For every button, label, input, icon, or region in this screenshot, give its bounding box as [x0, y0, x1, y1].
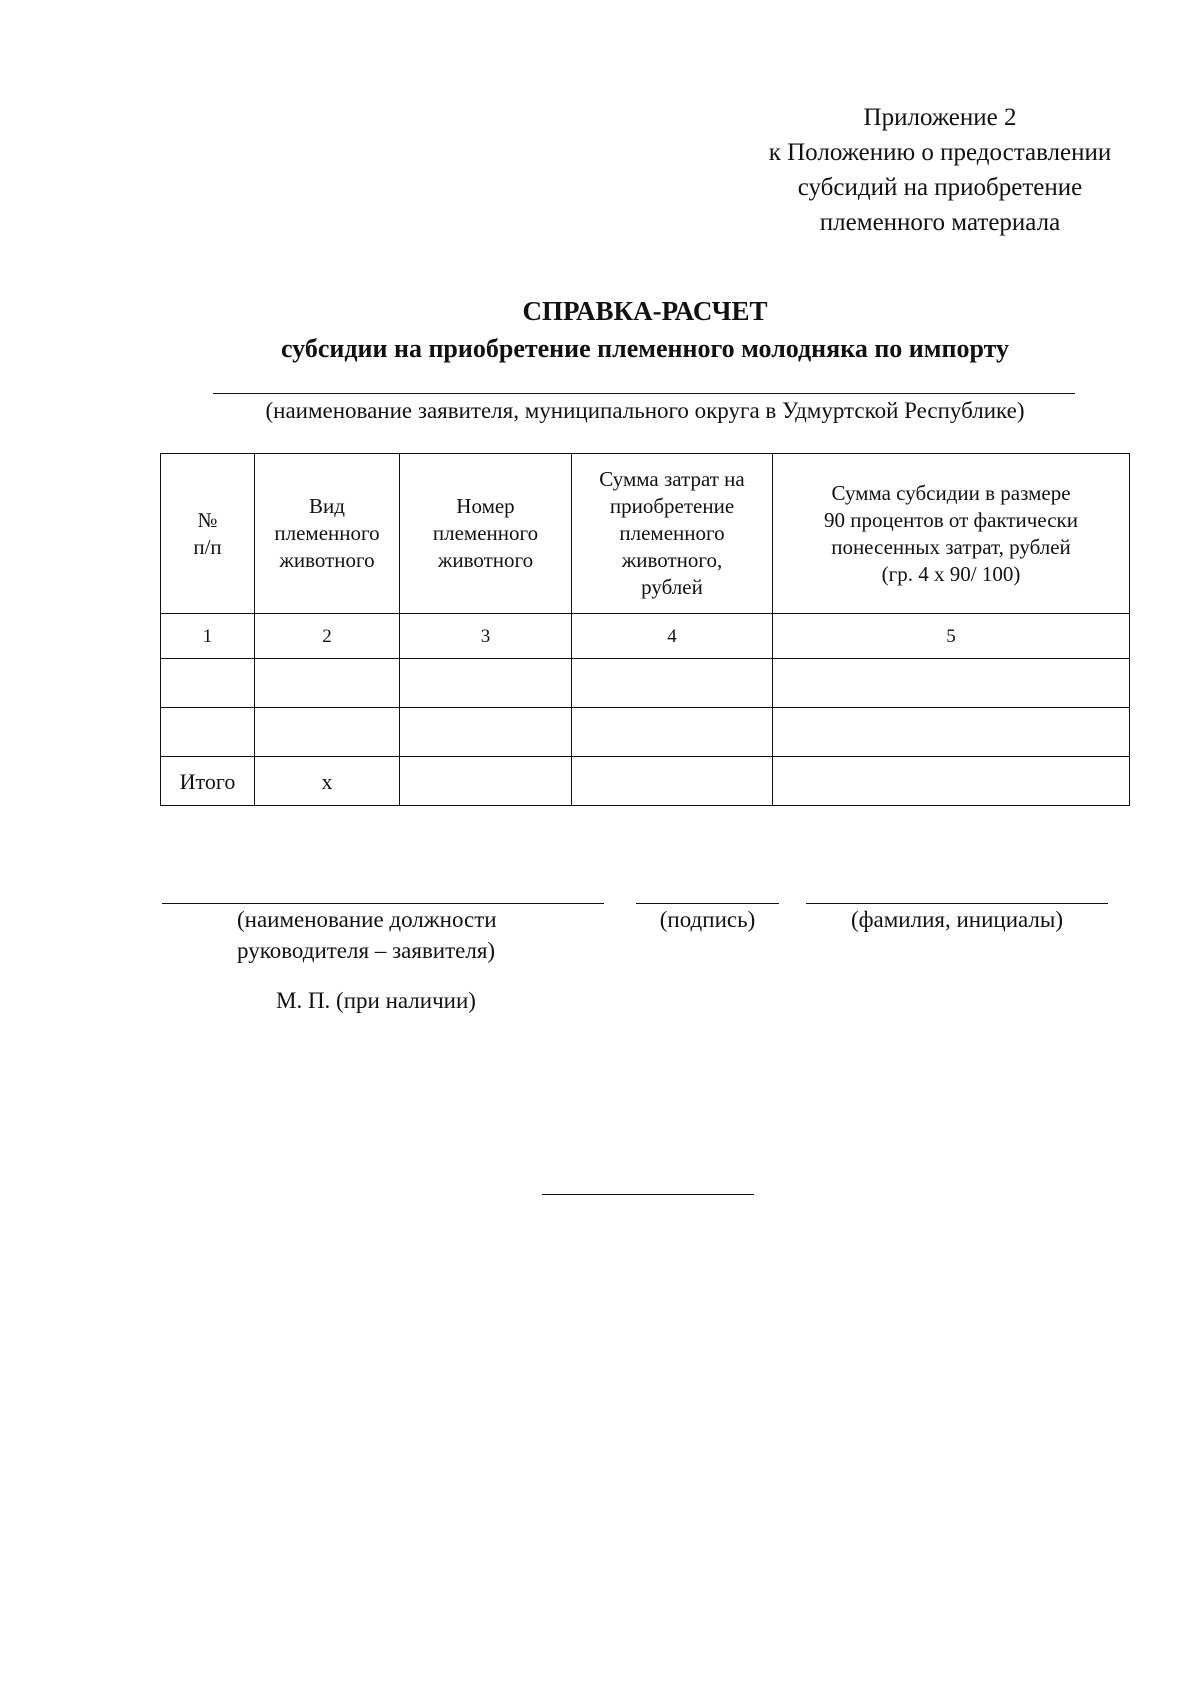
table-cell[interactable] — [255, 708, 400, 757]
table-cell[interactable] — [161, 659, 255, 708]
total-row — [161, 757, 1130, 806]
table-row — [161, 659, 1130, 708]
signature-caption: (подпись) — [659, 907, 756, 932]
total-cell[interactable] — [773, 757, 1130, 806]
annex-block — [720, 100, 1160, 240]
table-cell[interactable] — [161, 708, 255, 757]
table-cell[interactable] — [572, 708, 773, 757]
calculation-table — [160, 453, 1130, 806]
position-caption: (наименование должности руководителя – заявителя) — [237, 907, 497, 963]
annex-line-4: племенного материала — [819, 209, 1061, 236]
header-cell-number: № п/п — [161, 454, 255, 614]
total-cell[interactable] — [400, 757, 572, 806]
column-number: 1 — [161, 614, 255, 659]
table-cell[interactable] — [773, 659, 1130, 708]
applicant-fill-line[interactable] — [213, 393, 1075, 394]
column-number: 2 — [255, 614, 400, 659]
column-number: 4 — [572, 614, 773, 659]
table-cell[interactable] — [572, 659, 773, 708]
column-number: 3 — [400, 614, 572, 659]
table-cell[interactable] — [255, 659, 400, 708]
document-title: СПРАВКА-РАСЧЕТ — [522, 296, 768, 326]
header-cell-subsidy: Сумма субсидии в размере 90 процентов от фактически понесенных затрат, рублей (гр. 4 х 90/ 100) — [773, 454, 1130, 614]
annex-line-1: Приложение 2 — [863, 104, 1017, 131]
table-cell[interactable] — [400, 659, 572, 708]
header-cell-animal-number: Номер племенного животного — [400, 454, 572, 614]
total-cross-mark: х — [255, 757, 400, 806]
total-label: Итого — [161, 757, 255, 806]
annex-line-3: субсидий на приобретение — [797, 174, 1083, 201]
applicant-caption: (наименование заявителя, муниципального округа в Удмуртской Республике) — [265, 398, 1025, 423]
end-divider — [542, 1194, 754, 1195]
header-cell-animal-type: Вид племенного животного — [255, 454, 400, 614]
annex-line-2: к Положению о предоставлении — [768, 139, 1112, 166]
header-cell-cost: Сумма затрат на приобретение племенного животного, рублей — [572, 454, 773, 614]
total-cell[interactable] — [572, 757, 773, 806]
name-caption: (фамилия, инициалы) — [850, 907, 1064, 932]
column-number-row — [161, 614, 1130, 659]
column-number: 5 — [773, 614, 1130, 659]
stamp-label: М. П. (при наличии) — [276, 988, 476, 1013]
document-subtitle: субсидии на приобретение племенного молодняка по импорту — [280, 334, 1010, 363]
table-cell[interactable] — [773, 708, 1130, 757]
table-row — [161, 708, 1130, 757]
table-cell[interactable] — [400, 708, 572, 757]
table-header-row — [161, 454, 1130, 614]
